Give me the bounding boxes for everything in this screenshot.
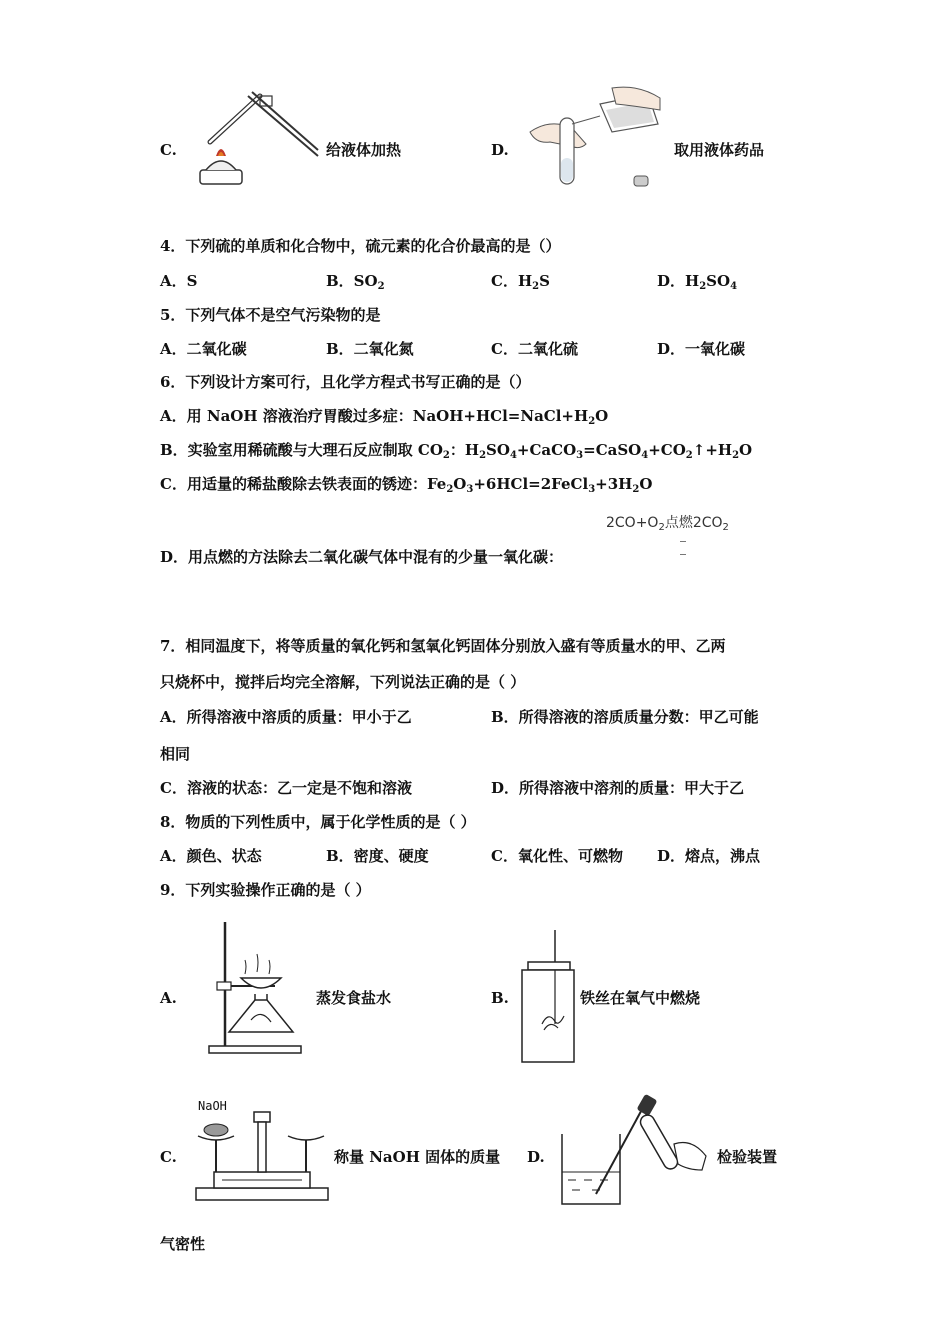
- q9-option-b-letter: B.: [491, 989, 509, 1007]
- q9-option-c-letter: C.: [160, 1148, 177, 1166]
- q6-equation: $2CO+O_2$点燃$2CO_2$: [606, 515, 729, 533]
- evaporation-setup-illustration: [205, 918, 305, 1058]
- q8-option-b: B．密度、硬度: [326, 847, 429, 865]
- q9-option-a-text: 蒸发食盐水: [316, 989, 392, 1007]
- q5-option-a: A．二氧化碳: [160, 340, 247, 358]
- q4-stem: 4．下列硫的单质和化合物中，硫元素的化合价最高的是（）: [160, 237, 561, 255]
- q8-option-d: D．熔点，沸点: [657, 847, 761, 865]
- q3-option-d-text: 取用液体药品: [674, 141, 765, 159]
- q5-option-b: B．二氧化氮: [326, 340, 414, 358]
- q4-option-b: B．$SO_2$: [326, 272, 385, 292]
- q9-option-d-text-line1: 检验装置: [717, 1148, 778, 1166]
- q6-stem: 6．下列设计方案可行，且化学方程式书写正确的是（）: [160, 373, 531, 391]
- q7-option-b-line2: 相同: [160, 745, 191, 763]
- q5-option-c: C．二氧化硫: [491, 340, 578, 358]
- q8-stem: 8．物质的下列性质中，属于化学性质的是（ ）: [160, 813, 476, 831]
- q9-stem: 9．下列实验操作正确的是（ ）: [160, 881, 371, 899]
- q3-option-c-text: 给液体加热: [326, 141, 402, 159]
- q8-option-a: A．颜色、状态: [160, 847, 262, 865]
- iron-wire-combustion-illustration: [518, 928, 578, 1064]
- equation-mark-1: [680, 541, 686, 542]
- q5-option-d: D．一氧化碳: [657, 340, 746, 358]
- q7-stem-line1: 7．相同温度下，将等质量的氧化钙和氢氧化钙固体分别放入盛有等质量水的甲、乙两: [160, 637, 726, 655]
- heating-liquid-illustration: [190, 90, 320, 190]
- q7-option-d: D．所得溶液中溶剂的质量：甲大于乙: [491, 779, 745, 797]
- naoh-label: NaOH: [198, 1099, 227, 1113]
- q4-option-a: A．S: [160, 272, 198, 290]
- q9-option-a-letter: A.: [160, 989, 177, 1007]
- q9-option-d-letter: D.: [527, 1148, 545, 1166]
- q7-stem-line2: 只烧杯中，搅拌后均完全溶解，下列说法正确的是（ ）: [160, 673, 526, 691]
- q3-option-c-letter: C.: [160, 141, 177, 159]
- q6-option-c: C．用适量的稀盐酸除去铁表面的锈迹：$Fe_2O_3+6HCl=2FeCl_3+3H_2O$: [160, 475, 653, 495]
- q8-option-c: C．氧化性、可燃物: [491, 847, 623, 865]
- airtightness-check-illustration: [556, 1094, 716, 1210]
- equation-mark-2: [680, 554, 686, 555]
- q6-option-a: A．用 NaOH 溶液治疗胃酸过多症：$NaOH+HCl=NaCl+H_2O$: [160, 407, 609, 427]
- balance-weighing-illustration: [192, 1108, 332, 1204]
- q3-option-d-letter: D.: [491, 141, 509, 159]
- q7-option-c: C．溶液的状态：乙一定是不饱和溶液: [160, 779, 412, 797]
- q7-option-b-line1: B．所得溶液的溶质质量分数：甲乙可能: [491, 708, 759, 726]
- q9-option-c-text: 称量 NaOH 固体的质量: [334, 1148, 501, 1166]
- q4-option-c: C．$H_2S$: [491, 272, 550, 292]
- q7-option-a: A．所得溶液中溶质的质量：甲小于乙: [160, 708, 412, 726]
- q5-stem: 5．下列气体不是空气污染物的是: [160, 306, 381, 324]
- q6-option-b: B．实验室用稀硫酸与大理石反应制取 $CO_2$：$H_2SO_4+CaCO_3=CaSO_4+CO_2↑+H_2O$: [160, 441, 753, 461]
- q4-option-d: D．$H_2SO_4$: [657, 272, 738, 292]
- pouring-liquid-illustration: [520, 88, 670, 192]
- q6-option-d: D．用点燃的方法除去二氧化碳气体中混有的少量一氧化碳：: [160, 548, 564, 566]
- q9-option-b-text: 铁丝在氧气中燃烧: [580, 989, 701, 1007]
- q9-option-d-text-line2: 气密性: [160, 1235, 206, 1253]
